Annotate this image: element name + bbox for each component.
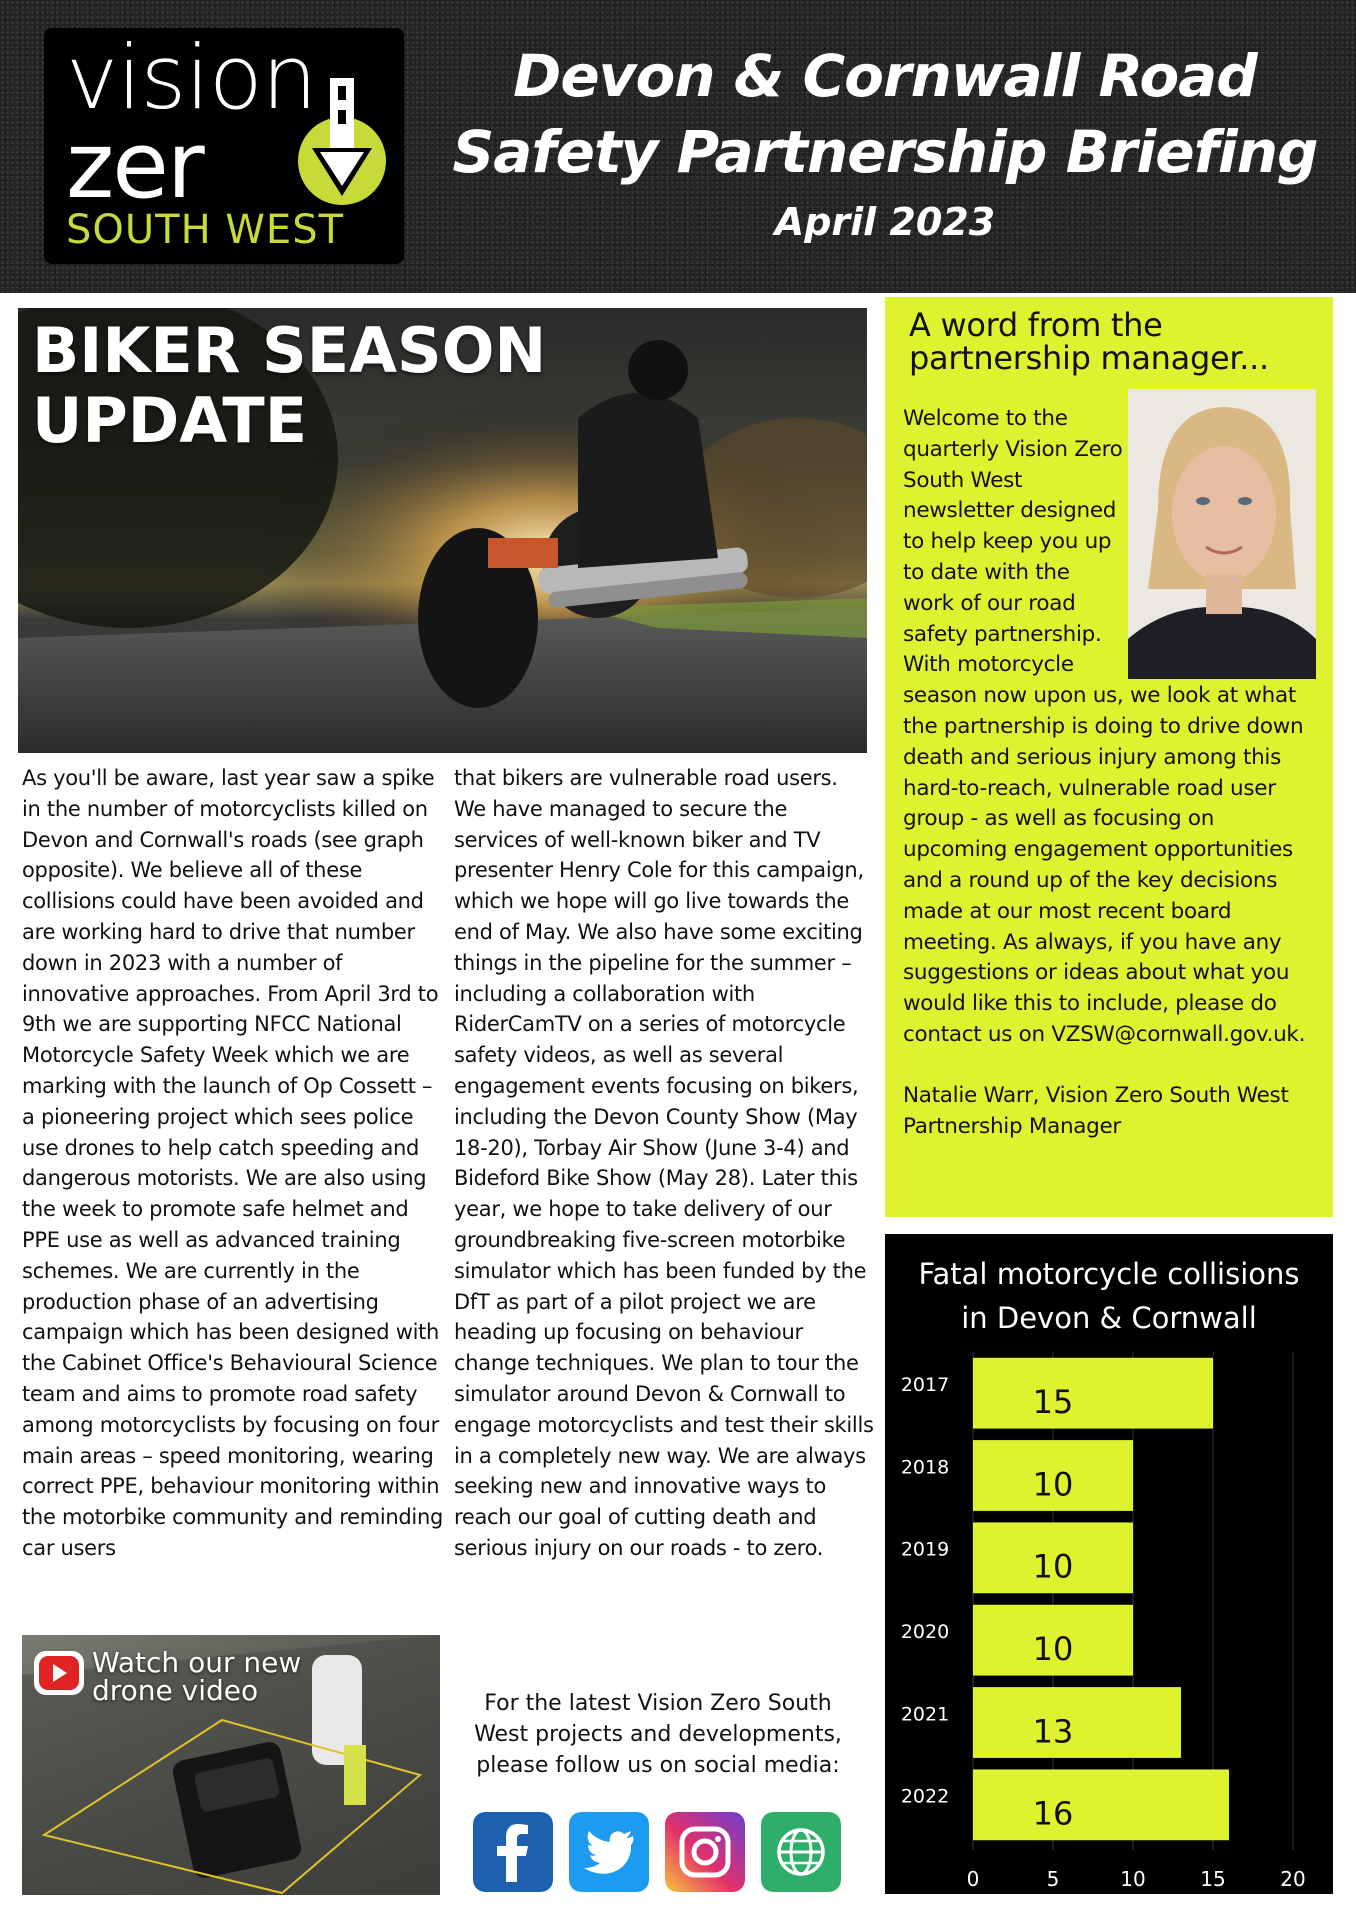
- fatal-collisions-chart: [885, 1234, 1333, 1894]
- website-icon[interactable]: [761, 1812, 841, 1892]
- manager-heading-line-2: partnership manager...: [909, 339, 1269, 377]
- manager-heading-line-1: A word from the: [909, 306, 1163, 344]
- chart-title-line-2: in Devon & Cornwall: [961, 1301, 1257, 1335]
- twitter-icon[interactable]: [569, 1812, 649, 1892]
- chart-value-label-2018: 10: [1032, 1465, 1074, 1504]
- article-column-1: [22, 763, 444, 1564]
- chart-category-label-2022: 2022: [900, 1785, 950, 1808]
- chart-value-label-2019: 10: [1032, 1547, 1074, 1586]
- chart-category-label-2021: 2021: [900, 1703, 950, 1726]
- manager-message-box: [885, 297, 1333, 1217]
- chart-x-tick-10: 10: [1120, 1867, 1146, 1891]
- title-line-1: Devon & Cornwall Road: [513, 42, 1257, 110]
- video-label-line-1: Watch our new: [92, 1646, 302, 1679]
- article-paragraph-2: that bikers are vulnerable road users. We have managed to secure the services of well-known biker and TV presenter Henry Cole for this campaign, which we hope will go live towards the end of May. We also have some exciting things in the pipeline for the summer – including a collaboration with RiderCamTV on a series of motorcycle safety videos, as well as several engagement events focusing on bikers, including the Devon County Show (May 18-20), Torbay Air Show (June 3-4) and Bideford Bike Show (May 28). Later this year, we hope to take delivery of our groundbreaking five-screen motorbike simulator which has been funded by the DfT as part of a pilot project we are heading up focusing on behaviour change techniques. We plan to tour the simulator around Devon & Cornwall to engage motorcyclists and test their skills in a completely new way. We are always seeking new and innovative ways to reach our goal of cutting death and serious injury on our roads - to zero.: [454, 766, 874, 1560]
- hero-title: [32, 316, 546, 456]
- road-arrow-icon: [292, 78, 392, 213]
- hero-image: [18, 308, 867, 753]
- chart-x-tick-15: 15: [1200, 1867, 1226, 1891]
- issue-date: April 2023: [774, 200, 996, 244]
- article-paragraph-1: As you'll be aware, last year saw a spike in the number of motorcyclists killed on Devon and Cornwall's roads (see graph opposite). We believe all of these collisions could have been avoided and are working hard to drive that number down in 2023 with a number of innovative approaches. From April 3rd to 9th we are supporting NFCC National Motorcycle Safety Week which we are marking with the launch of Op Cossett – a pioneering project which sees police use drones to help catch speeding and dangerous motorists. We are also using the week to promote safe helmet and PPE use as well as advanced training schemes. We are currently in the production phase of an advertising campaign which has been designed with the Cabinet Office's Behavioural Science team and aims to promote road safety among motorcyclists by focusing on four main areas – speed monitoring, wearing correct PPE, behaviour monitoring within the motorbike community and reminding car users: [22, 766, 444, 1560]
- chart-value-label-2022: 16: [1032, 1794, 1074, 1833]
- logo-text-south-west: SOUTH WEST: [66, 207, 345, 253]
- chart-category-label-2020: 2020: [900, 1621, 950, 1644]
- chart-category-label-2017: 2017: [900, 1374, 950, 1397]
- chart-x-tick-20: 20: [1280, 1867, 1306, 1891]
- social-media-prompt: For the latest Vision Zero South West projects and developments, please follow us on social media:: [474, 1691, 842, 1778]
- instagram-icon[interactable]: [665, 1812, 745, 1892]
- manager-body: Welcome to the quarterly Vision Zero South West newsletter designed to help keep you up to date with the work of our road safety partnership. With motorcycle season now upon us, we look at what the partnership is doing to drive down death and serious injury among this hard-to-reach, vulnerable road user group - as well as focusing on upcoming engagement opportunities and a round up of the key decisions made at our most recent board meeting. As always, if you have any suggestions or ideas about what you would like this to include, please do contact us on VZSW@cornwall.gov.uk.: [903, 406, 1306, 1047]
- manager-message: [903, 404, 1323, 1142]
- header-banner: [0, 0, 1356, 293]
- chart-bar-2017: [973, 1358, 1213, 1429]
- article-column-2: [454, 763, 874, 1564]
- chart-category-label-2019: 2019: [900, 1538, 950, 1561]
- vision-zero-logo: [44, 28, 404, 264]
- chart-x-tick-5: 5: [1046, 1867, 1060, 1891]
- chart-value-label-2021: 13: [1032, 1712, 1074, 1751]
- title-line-2: Safety Partnership Briefing: [452, 118, 1318, 186]
- chart-value-label-2017: 15: [1032, 1382, 1074, 1421]
- chart-plot: [885, 1234, 1333, 1894]
- chart-category-label-2018: 2018: [900, 1456, 950, 1479]
- photo-text-wrap-spacer: [1123, 404, 1323, 680]
- logo-text-zero: zer: [66, 112, 203, 219]
- manager-signature: Natalie Warr, Vision Zero South West Partnership Manager: [903, 1082, 1289, 1139]
- youtube-play-icon[interactable]: [34, 1651, 84, 1695]
- hero-title-line-1: BIKER SEASON: [32, 314, 547, 387]
- chart-value-label-2020: 10: [1032, 1629, 1074, 1668]
- video-label: [92, 1646, 302, 1707]
- chart-bar-2021: [973, 1687, 1181, 1758]
- manager-heading: [909, 306, 1329, 377]
- chart-x-tick-0: 0: [966, 1867, 980, 1891]
- chart-title-line-1: Fatal motorcycle collisions: [918, 1257, 1300, 1291]
- facebook-icon[interactable]: [473, 1812, 553, 1892]
- video-label-line-2: drone video: [92, 1674, 259, 1707]
- hero-title-line-2: UPDATE: [32, 384, 308, 457]
- page-title: [420, 38, 1350, 252]
- social-icons-row: [473, 1812, 853, 1894]
- chart-bar-2022: [973, 1769, 1229, 1840]
- logo-text-vision: vision: [66, 26, 317, 129]
- drone-video-thumbnail[interactable]: [22, 1635, 440, 1895]
